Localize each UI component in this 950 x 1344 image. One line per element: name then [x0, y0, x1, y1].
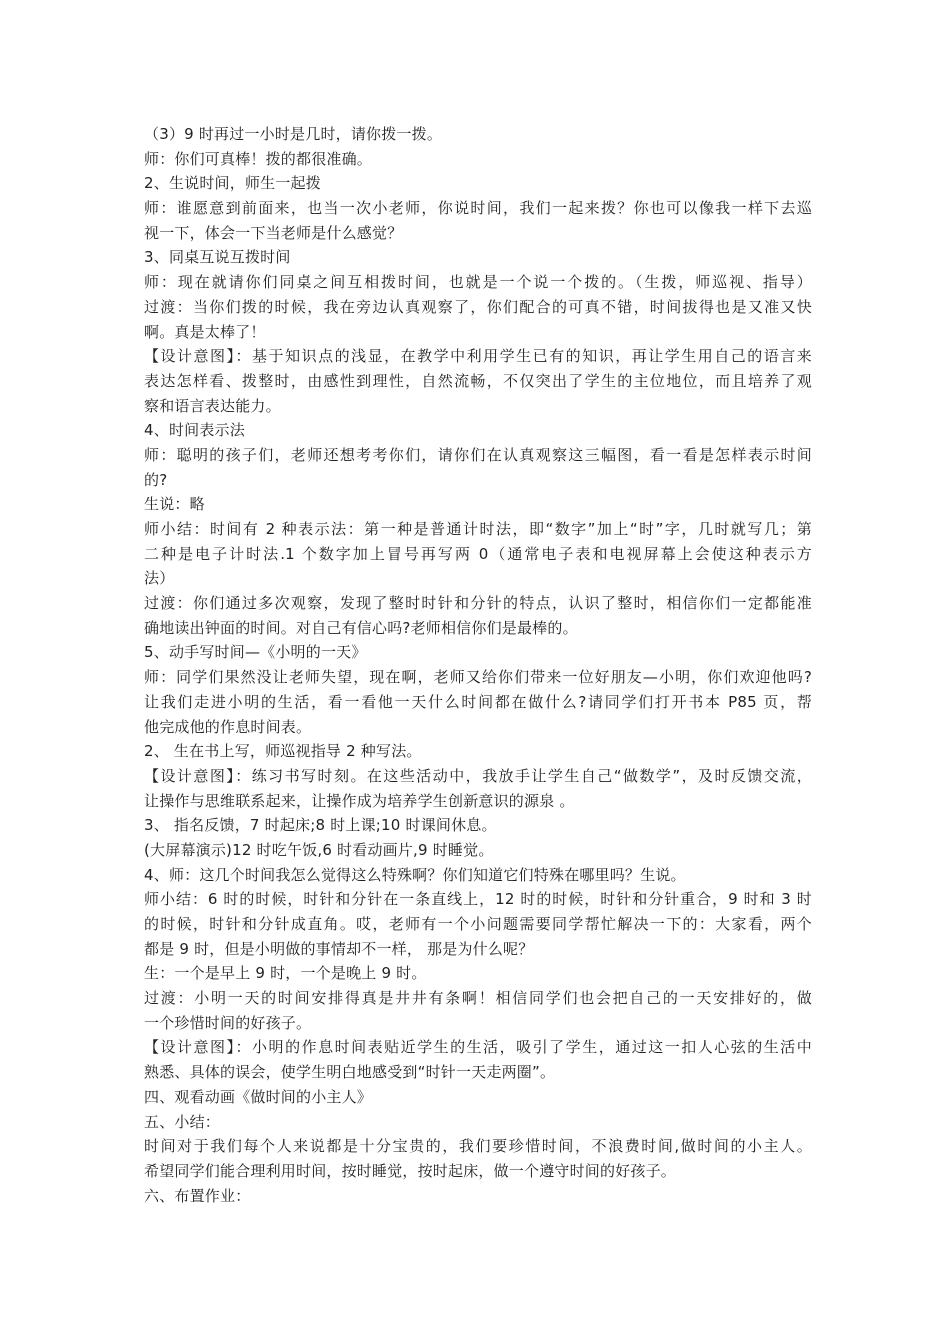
- text-line: 3、 指名反馈，7 时起床;8 时上课;10 时课间休息。: [144, 816, 497, 835]
- text-line: 一个珍惜时间的好孩子。: [144, 1013, 312, 1032]
- text-line: 让操作与思维联系起来，让操作成为培养学生创新意识的源泉 。: [144, 791, 575, 810]
- text-line: 四、观看动画《做时间的小主人》: [144, 1087, 373, 1106]
- text-line: 师：聪明的孩子们，老师还想考考你们，请你们在认真观察这三幅图，看一看是怎样表示时间: [144, 445, 812, 464]
- text-line: 二种是电子计时法.1 个数字加上冒号再写两 0（通常电子表和电视屏幕上会使这种表示方: [144, 544, 812, 563]
- text-line: 五、小结：: [144, 1112, 221, 1131]
- text-line: 师：同学们果然没让老师失望，现在啊，老师又给你们带来一位好朋友—小明，你们欢迎他吗?: [144, 668, 812, 687]
- text-line: 师：现在就请你们同桌之间互相拨时间，也就是一个说一个拨的。（生拨，师巡视、指导）: [144, 273, 812, 292]
- text-line: 【设计意图】：小明的作息时间表贴近学生的生活，吸引了学生，通过这一扣人心弦的生活中: [144, 1038, 812, 1057]
- text-line: 让我们走进小明的生活，看一看他一天什么时间都在做什么?请同学们打开书本 P85 页，帮: [144, 692, 812, 711]
- text-line: 过渡：你们通过多次观察，发现了整时时针和分针的特点，认识了整时，相信你们一定都能准: [144, 594, 812, 613]
- text-line: （3）9 时再过一小时是几时，请你拨一拨。: [144, 125, 443, 143]
- text-line: 他完成他的作息时间表。: [144, 717, 312, 736]
- text-line: 5、动手写时间—《小明的一天》: [144, 643, 367, 662]
- text-line: 师小结：时间有 2 种表示法：第一种是普通计时法，即“数字”加上“时”字，几时就写几；第: [144, 520, 812, 538]
- text-line: 生：一个是早上 9 时，一个是晚上 9 时。: [144, 964, 427, 983]
- text-line: 过渡：小明一天的时间安排得真是井井有条啊！相信同学们也会把自己的一天安排好的，做: [144, 989, 812, 1008]
- text-line: 过渡：当你们拨的时候，我在旁边认真观察了，你们配合的可真不错，时间拔得也是又准又快: [144, 297, 812, 316]
- text-line: 啊。真是太棒了！: [144, 322, 266, 341]
- text-line: 3、同桌互说互拨时间: [144, 248, 291, 267]
- text-line: 都是 9 时，但是小明做的事情却不一样， 那是为什么呢？: [144, 939, 534, 958]
- text-line: 【设计意图】：练习书写时刻。在这些活动中，我放手让学生自己“做数学”，及时反馈交流，: [144, 766, 812, 785]
- text-line: 确地读出钟面的时间。对自己有信心吗?老师相信你们是最棒的。: [144, 618, 578, 637]
- text-line: 希望同学们能合理利用时间，按时睡觉，按时起床，做一个遵守时间的好孩子。: [144, 1161, 677, 1180]
- text-line: 师小结：6 时的时候，时针和分针在一条直线上，12 时的时候，时针和分针重合，9 时和 3 时: [144, 890, 812, 909]
- text-line: 4、师：这几个时间我怎么觉得这么特殊啊？你们知道它们特殊在哪里吗？生说。: [144, 865, 686, 884]
- text-line: 察和语言表达能力。: [144, 396, 281, 415]
- text-line: 表达怎样看、拨整时，由感性到理性，自然流畅，不仅突出了学生的主位地位，而且培养了观: [144, 371, 812, 390]
- text-line: 2、 生在书上写，师巡视指导 2 种写法。: [144, 742, 422, 761]
- text-line: 【设计意图】：基于知识点的浅显，在教学中利用学生已有的知识，再让学生用自己的语言来: [144, 347, 812, 366]
- text-line: 生说：略: [144, 495, 205, 514]
- text-line: 2、生说时间，师生一起拨: [144, 174, 321, 193]
- text-line: 熟悉、具体的误会，使学生明白地感受到“时针一天走两圈”。: [144, 1063, 556, 1082]
- text-line: (大屏幕演示)12 时吃午饭,6 时看动画片,9 时睡觉。: [144, 840, 494, 859]
- text-line: 师：谁愿意到前面来，也当一次小老师，你说时间，我们一起来拨？你也可以像我一样下去巡: [144, 199, 812, 218]
- text-line: 法）: [144, 569, 175, 588]
- text-line: 4、时间表示法: [144, 421, 245, 440]
- document-page: [144, 122, 812, 1208]
- text-line: 时间对于我们每个人来说都是十分宝贵的，我们要珍惜时间，不浪费时间,做时间的小主人。: [144, 1137, 812, 1156]
- text-line: 的时候，时针和分针成直角。哎，老师有一个小问题需要同学帮忙解决一下的：大家看，两个: [144, 915, 812, 933]
- text-line: 师：你们可真棒！拨的都很准确。: [144, 149, 373, 168]
- text-line: 的?: [144, 470, 168, 489]
- text-line: 六、布置作业：: [144, 1186, 251, 1205]
- text-line: 视一下，体会一下当老师是什么感觉？: [144, 223, 403, 242]
